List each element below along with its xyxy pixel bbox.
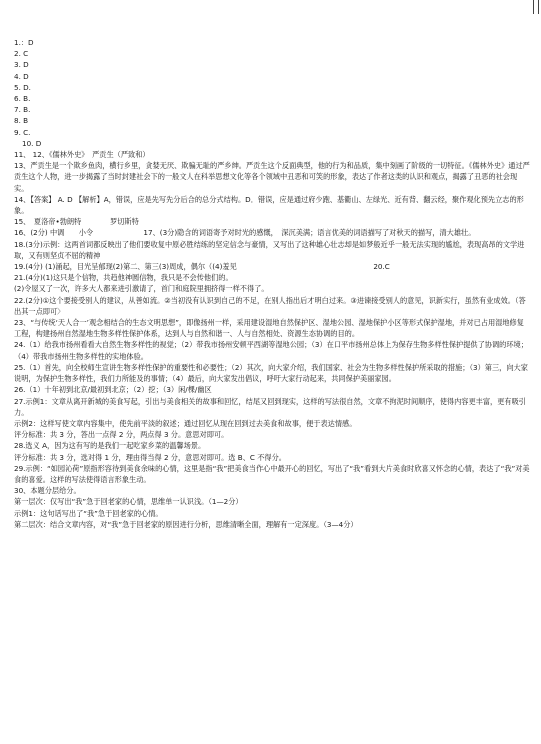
answer-line: 2. C: [14, 49, 29, 59]
answer-18: 18.(3分)示例：这两首词都反映出了他们要收复中原必胜结练的坚定信念与豪情，又写出了这种雄心壮志却是如梦般近乎一般无法实现的尴尬，表现高昂的文学进取，又有则坚贞不屈的精神: [14, 239, 525, 260]
answer-21-2: (2)令屋又了一次，许多大人都来进引激请了，首门和庭院里拥挤得一样不得了。: [14, 284, 269, 294]
answer-11-12: 11、 12、《儒林外史》 严贡生（严致和）: [14, 150, 150, 160]
answer-line: 10. D: [22, 138, 42, 148]
answer-line: 8. B: [14, 116, 29, 126]
answer-line: 5. D.: [14, 82, 31, 92]
answer-line: 9. C.: [14, 127, 31, 137]
answer-paragraphs: [14, 149, 530, 530]
answer-24: 24.（1）给我市扬州看看大自然生物多样性的视觉；（2）带我市扬州安顿平西湖等湿地公园；（3）在口平市扬州总体上为保存生物多样性保护提供了协调的环境；（4）带我市扬州生物多样性的实地体验。: [14, 340, 528, 361]
answer-line: 6. B.: [14, 94, 31, 104]
corner-mark-right: [538, 0, 539, 14]
answer-line: 3. D: [14, 60, 29, 70]
answer-14: 14、【答案】 A. D 【解析】A，错误，应是先写先分后合的总分式结构。D．错误，应是通过府少跑、基衢山、左绿光、近有背、翻云经，聚作观化预先立志的形象。: [14, 194, 524, 216]
answer-line: 1.：D: [14, 38, 34, 47]
answer-30-example-1: 示例1：这句话写出了“我”急于回老家的心情。: [14, 508, 163, 518]
answer-27-example-1: 27.示例1：文章从离开新城的美食写起，引出与美食相关的故事和回忆，结尾又回到现实，这样的写法很自然，文章不拘泥时间顺序，使得内容更丰富，更有吸引力。: [14, 396, 526, 417]
answer-30-level-1: 第一层次：仅写出“我”急于回老家的心情，思维单一认识浅。（1—2分）: [14, 497, 243, 507]
answer-26: 26.（1）十年初到北京/最初到北京；（2）挖；（3）闲/棵/幽区: [14, 385, 212, 395]
scoring-28: 评分标准：共 3 分，选对得 1 分，理由得当得 2 分，意思对即可。选 B、C 不得分。: [14, 452, 286, 462]
answer-line: 7. B.: [14, 105, 31, 115]
answer-16-17: 16、(2分) 中调 小令 17、(3分)隐含的词语寄予对时光的感慨， 深沉美满；语言优美的词语描写了对秋天的描写，清大雄壮。: [14, 228, 476, 238]
answer-sheet: [14, 37, 530, 530]
scoring-27: 评分标准：共 3 分，答出一点得 2 分，两点得 3 分。意思对即可。: [14, 430, 229, 440]
answer-line: 4. D: [14, 71, 29, 81]
answer-30: 30、本题分层给分。: [14, 486, 81, 496]
answer-30-level-2: 第二层次：结合文章内容，对“我”急于回老家的原因进行分析，思维清晰全面，理解有一定深度。（3—4分）: [14, 519, 358, 529]
answer-13: 13、严贡生是一个欺乡鱼肉，横行乡里，贪婪无厌、欺骗无耻的严乡绅。严贡生这个反面典型，他的行为和品质，集中刻画了阶级的一切特征。《儒林外史》通过严贡生这个人物，进一步揭露了当时封建社会下的一般文人在科举思想文化等各个领域中丑恶和可笑的形象，表达了作者这类的认识和观点，揭露了丑恶的社会现实。: [14, 161, 530, 193]
answer-27-example-2: 示例2：这样写使文章内容集中，使先前平淡的叙述；通过回忆从现在回到过去美食和故事，便于表达情感。: [14, 418, 357, 428]
answer-25: 25.（1）首先，向全校师生宣讲生物多样性保护的重要性和必要性；（2）其次，向大家介绍，我们国家、社会为生物多样性保护所采取的措施；（3）第三，向大家说明，为保护生物多样性，我们力所能及的事情；（4）最后，向大家发出倡议，呼吁大家行动起来，共同保护美丽家园。: [14, 362, 528, 384]
answer-19-20: 19.(4分) (1)涌起，目光呈郁现(2)第二、第三(3)周成，偶尔（(4)羞见 20.C: [14, 262, 390, 272]
answer-23: 23、“与传统‘天人合一’观念相结合的生态文明思想”，即像扬州一样，采用建设湿地自然保护区、湿地公园、湿地保护小区等形式保护湿地，并对已占用湿地修复工程，构建扬州自然湿地生物多样性保护体系，达到人与自然和谐一、人与自然相处、资源生态协调的目的。: [14, 318, 524, 339]
corner-mark-left: [533, 0, 534, 14]
answer-21-1: 21.(4分)(1)这只是个信物，共趋他神圆信物，我只是不会传他们的。: [14, 273, 233, 283]
answer-28: 28.选义 A，因为这有写的是我们一起吃家乡菜的温馨场景。: [14, 441, 206, 451]
multiple-choice-answers: [14, 37, 530, 149]
answer-29: 29.示例：“如园沁荷”原指形容待到美食余味的心情，这里是指“我”把美食当作心中最开心的回忆，写出了“我”看到大片美食时欣喜又怀念的心情，表达了“我”对美食的喜爱。这样的写法使得语言形象生动。: [14, 463, 530, 484]
answer-15: 15、 夏洛帝•勃朗特 罗切斯特: [14, 217, 139, 227]
answer-22: 22.(2分)①这个要接受别人的建议，从善如流。②当初没有认识到自己的不足，在别人指出后才明白过来。③进谏接受别人的意见，识新实行，虽然有业成效。（答出其一点即可〉: [14, 295, 526, 316]
